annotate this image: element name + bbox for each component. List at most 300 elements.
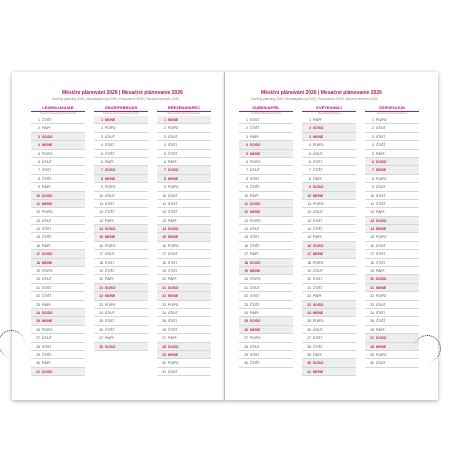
weekday-abbr: PO/PO	[168, 302, 179, 307]
weekday-abbr: ST/ST	[105, 143, 115, 148]
day-number: 1	[246, 118, 248, 122]
weekday-abbr: ST/ST	[250, 352, 260, 357]
day-row	[239, 334, 293, 342]
day-number: 26	[307, 327, 311, 332]
day-number: 20	[162, 277, 166, 282]
day-row	[239, 326, 293, 334]
day-row	[31, 141, 85, 149]
day-number: 24	[370, 310, 374, 315]
day-row	[302, 192, 356, 200]
day-row	[94, 317, 148, 325]
day-number: 1	[164, 118, 166, 122]
day-number: 2	[246, 126, 248, 131]
day-row	[157, 217, 211, 225]
day-row	[302, 175, 356, 183]
day-number: 30	[36, 361, 40, 366]
day-rows	[302, 116, 356, 376]
day-number: 1	[101, 118, 103, 122]
weekday-abbr: PO/PO	[376, 176, 387, 181]
weekday-abbr: ÚT/UT	[250, 285, 260, 290]
day-row	[94, 225, 148, 233]
weekday-abbr: NE/NE	[105, 294, 116, 299]
day-row	[239, 217, 293, 225]
day-row	[302, 124, 356, 132]
month-subtitle: April/April/Kwiecień/Április	[251, 112, 281, 115]
weekday-abbr: PÁ/PI	[105, 218, 114, 223]
day-row	[302, 267, 356, 275]
weekday-abbr: ÚT/UT	[168, 310, 178, 315]
day-number: 21	[36, 285, 40, 290]
weekday-abbr: PO/PO	[313, 260, 324, 265]
weekday-abbr: NE/NE	[42, 201, 53, 206]
day-row	[302, 250, 356, 258]
day-number: 5	[372, 151, 374, 156]
day-row	[239, 317, 293, 325]
weekday-abbr: PÁ/PI	[313, 235, 322, 240]
weekday-abbr: ČT/ŠT	[168, 210, 178, 215]
day-row	[302, 133, 356, 141]
day-row	[31, 175, 85, 183]
day-number: 27	[99, 336, 103, 341]
day-row	[94, 233, 148, 241]
day-row	[302, 183, 356, 191]
weekday-abbr: ST/ST	[376, 252, 386, 257]
day-number: 16	[307, 243, 311, 248]
day-row	[239, 250, 293, 258]
weekday-abbr: PO/PO	[42, 269, 53, 274]
weekday-abbr: PO/PO	[250, 277, 261, 282]
day-number: 27	[244, 336, 248, 341]
day-row	[365, 225, 419, 233]
day-row	[31, 242, 85, 250]
day-number: 22	[370, 294, 374, 299]
day-number: 6	[246, 159, 248, 164]
day-number: 21	[244, 285, 248, 290]
weekday-abbr: NE/NE	[42, 319, 53, 324]
weekday-abbr: NE/NE	[168, 294, 179, 299]
day-number: 11	[307, 201, 311, 206]
day-number: 22	[99, 294, 103, 299]
day-row	[365, 133, 419, 141]
day-row	[302, 158, 356, 166]
day-row	[302, 116, 356, 124]
weekday-abbr: ST/ST	[168, 143, 178, 148]
day-row	[302, 284, 356, 292]
day-number: 28	[36, 344, 40, 349]
day-number: 4	[164, 143, 166, 148]
day-number: 11	[36, 201, 40, 206]
day-number: 1	[38, 118, 40, 122]
day-row	[94, 200, 148, 208]
weekday-abbr: ČT/ŠT	[250, 243, 260, 248]
day-number: 29	[370, 352, 374, 357]
day-number: 3	[309, 134, 311, 139]
weekday-abbr: PO/PO	[376, 118, 387, 122]
day-number: 19	[370, 269, 374, 274]
day-row	[239, 166, 293, 174]
weekday-abbr: SO/SO	[376, 159, 387, 164]
day-row	[94, 116, 148, 124]
day-row	[31, 317, 85, 325]
day-row	[31, 158, 85, 166]
weekday-abbr: ST/ST	[250, 176, 260, 181]
weekday-abbr: SO/SO	[42, 193, 53, 198]
day-row	[31, 166, 85, 174]
day-number: 12	[244, 210, 248, 215]
weekday-abbr: PO/PO	[376, 352, 387, 357]
day-row	[239, 124, 293, 132]
day-row	[302, 317, 356, 325]
weekday-abbr: SO/SO	[105, 285, 116, 290]
day-number: 10	[99, 193, 103, 198]
day-number: 20	[307, 277, 311, 282]
weekday-abbr: NE/NE	[250, 269, 261, 274]
day-row	[365, 326, 419, 334]
day-row	[239, 208, 293, 216]
weekday-abbr: PO/PO	[105, 243, 116, 248]
weekday-abbr: ÚT/UT	[42, 277, 52, 282]
day-rows	[365, 116, 419, 368]
day-number: 11	[99, 201, 103, 206]
day-row	[302, 217, 356, 225]
day-number: 30	[162, 361, 166, 366]
day-number: 13	[36, 218, 40, 223]
day-number: 23	[36, 302, 40, 307]
weekday-abbr: PO/PO	[250, 159, 261, 164]
day-row	[157, 183, 211, 191]
day-number: 4	[372, 143, 374, 148]
day-number: 5	[309, 151, 311, 156]
weekday-abbr: ÚT/UT	[376, 361, 386, 366]
day-row	[302, 233, 356, 241]
day-row	[157, 250, 211, 258]
weekday-abbr: ÚT/UT	[42, 336, 52, 341]
day-number: 13	[307, 218, 311, 223]
day-number: 6	[38, 159, 40, 164]
weekday-abbr: NE/NE	[313, 252, 324, 257]
day-row	[239, 158, 293, 166]
month-name: ÚNOR/FEBRUÁR	[94, 105, 148, 112]
day-row	[239, 192, 293, 200]
day-number: 19	[36, 269, 40, 274]
day-number: 22	[244, 294, 248, 299]
day-number: 27	[370, 336, 374, 341]
weekday-abbr: ST/ST	[42, 227, 52, 232]
weekday-abbr: ČT/ŠT	[105, 269, 115, 274]
weekday-abbr: ST/ST	[168, 260, 178, 265]
day-number: 8	[246, 176, 248, 181]
day-row	[239, 284, 293, 292]
day-number: 15	[99, 235, 103, 240]
day-row	[157, 200, 211, 208]
day-row	[94, 267, 148, 275]
day-row	[157, 317, 211, 325]
day-number: 25	[99, 319, 103, 324]
day-row	[157, 175, 211, 183]
day-row	[94, 259, 148, 267]
weekday-abbr: PO/PO	[105, 126, 116, 131]
day-number: 18	[162, 260, 166, 265]
day-row	[157, 150, 211, 158]
weekday-abbr: ČT/ŠT	[313, 227, 323, 232]
day-number: 13	[370, 218, 374, 223]
weekday-abbr: ČT/ŠT	[105, 210, 115, 215]
day-row	[31, 250, 85, 258]
weekday-abbr: SO/SO	[313, 185, 324, 190]
day-number: 9	[164, 185, 166, 190]
weekday-abbr: NE/NE	[376, 285, 387, 290]
day-number: 25	[36, 319, 40, 324]
weekday-abbr: ÚT/UT	[42, 159, 52, 164]
day-number: 12	[370, 210, 374, 215]
day-number: 14	[36, 227, 40, 232]
day-number: 8	[372, 176, 374, 181]
weekday-abbr: SO/SO	[313, 302, 324, 307]
day-row	[31, 368, 85, 376]
weekday-abbr: ST/ST	[250, 294, 260, 299]
weekday-abbr: ČT/ŠT	[168, 327, 178, 332]
day-row	[365, 259, 419, 267]
weekday-abbr: SO/SO	[313, 126, 324, 131]
day-number: 26	[244, 327, 248, 332]
day-rows	[31, 116, 85, 376]
day-row	[239, 275, 293, 283]
day-row	[365, 301, 419, 309]
weekday-abbr: PÁ/PI	[313, 118, 322, 122]
month-subtitle: January/Januar/Styczeń/Január	[39, 112, 77, 115]
day-row	[365, 343, 419, 351]
weekday-abbr: PO/PO	[313, 143, 324, 148]
weekday-abbr: SO/SO	[168, 344, 179, 349]
day-row	[31, 133, 85, 141]
day-row	[302, 343, 356, 351]
day-number: 17	[307, 252, 311, 257]
day-row	[365, 334, 419, 342]
day-number: 26	[99, 327, 103, 332]
weekday-abbr: NE/NE	[168, 352, 179, 357]
weekday-abbr: ČT/ŠT	[168, 151, 178, 156]
day-row	[157, 301, 211, 309]
day-row	[94, 284, 148, 292]
weekday-abbr: PÁ/PI	[313, 176, 322, 181]
day-number: 24	[99, 310, 103, 315]
day-row	[94, 326, 148, 334]
weekday-abbr: ČT/ŠT	[313, 168, 323, 173]
day-row	[302, 208, 356, 216]
day-row	[239, 343, 293, 351]
day-row	[365, 217, 419, 225]
weekday-abbr: PO/PO	[376, 294, 387, 299]
day-number: 23	[99, 302, 103, 307]
day-row	[302, 150, 356, 158]
day-row	[157, 334, 211, 342]
day-number: 7	[101, 168, 103, 173]
day-number: 17	[370, 252, 374, 257]
weekday-abbr: ST/ST	[42, 168, 52, 173]
day-row	[31, 208, 85, 216]
weekday-abbr: SO/SO	[42, 369, 53, 374]
weekday-abbr: ÚT/UT	[376, 185, 386, 190]
day-number: 2	[372, 126, 374, 131]
weekday-abbr: ČT/ŠT	[250, 185, 260, 190]
day-number: 24	[162, 310, 166, 315]
weekday-abbr: PÁ/PI	[42, 361, 51, 366]
day-row	[31, 124, 85, 132]
day-row	[365, 242, 419, 250]
day-number: 8	[38, 176, 40, 181]
day-row	[365, 141, 419, 149]
day-row	[31, 183, 85, 191]
month-name: DUBEN/APRÍL	[239, 105, 293, 112]
day-row	[31, 284, 85, 292]
day-row	[365, 359, 419, 367]
day-number: 9	[372, 185, 374, 190]
weekday-abbr: ČT/ŠT	[250, 302, 260, 307]
weekday-abbr: ČT/ŠT	[376, 143, 386, 148]
day-number: 15	[307, 235, 311, 240]
day-row	[365, 317, 419, 325]
weekday-abbr: ČT/ŠT	[105, 151, 115, 156]
day-number: 26	[370, 327, 374, 332]
day-row	[31, 150, 85, 158]
day-row	[31, 334, 85, 342]
weekday-abbr: SO/SO	[42, 252, 53, 257]
day-number: 3	[372, 134, 374, 139]
day-row	[31, 225, 85, 233]
weekday-abbr: ST/ST	[105, 201, 115, 206]
weekday-abbr: ST/ST	[313, 277, 323, 282]
weekday-abbr: ÚT/UT	[376, 302, 386, 307]
day-row	[157, 267, 211, 275]
day-number: 10	[244, 193, 248, 198]
weekday-abbr: ÚT/UT	[105, 193, 115, 198]
day-number: 16	[370, 243, 374, 248]
day-number: 20	[99, 277, 103, 282]
day-row	[31, 233, 85, 241]
day-number: 4	[246, 143, 248, 148]
day-number: 11	[370, 201, 374, 206]
weekday-abbr: ÚT/UT	[105, 310, 115, 315]
weekday-abbr: ÚT/UT	[313, 210, 323, 215]
day-number: 12	[162, 210, 166, 215]
weekday-abbr: ÚT/UT	[105, 252, 115, 257]
day-row	[365, 192, 419, 200]
day-row	[365, 124, 419, 132]
month-column	[302, 105, 356, 390]
day-row	[302, 334, 356, 342]
day-number: 18	[370, 260, 374, 265]
weekday-abbr: PO/PO	[168, 243, 179, 248]
page-subtitle: Monthly planning 2026 | Monatsplanung 2026 | Planowanie 2026 | Havonta tervezés 2026	[52, 97, 179, 101]
day-number: 23	[244, 302, 248, 307]
day-row	[94, 150, 148, 158]
day-row	[94, 250, 148, 258]
weekday-abbr: ÚT/UT	[313, 151, 323, 156]
weekday-abbr: PÁ/PI	[168, 336, 177, 341]
weekday-abbr: ST/ST	[313, 159, 323, 164]
day-row	[239, 183, 293, 191]
day-number: 14	[307, 227, 311, 232]
month-name: KVĚTEN/MÁJ	[302, 105, 356, 112]
day-number: 23	[162, 302, 166, 307]
weekday-abbr: ČT/ŠT	[42, 294, 52, 299]
day-number: 1	[372, 118, 374, 122]
day-row	[157, 166, 211, 174]
day-row	[365, 208, 419, 216]
weekday-abbr: PÁ/PI	[168, 277, 177, 282]
day-number: 12	[36, 210, 40, 215]
weekday-abbr: NE/NE	[168, 118, 179, 122]
day-number: 18	[36, 260, 40, 265]
day-row	[302, 242, 356, 250]
day-row	[94, 192, 148, 200]
day-row	[239, 116, 293, 124]
day-number: 28	[370, 344, 374, 349]
day-number: 2	[164, 126, 166, 131]
day-row	[302, 368, 356, 376]
day-number: 7	[372, 168, 374, 173]
day-number: 4	[101, 143, 103, 148]
weekday-abbr: ÚT/UT	[168, 134, 178, 139]
weekday-abbr: SO/SO	[105, 227, 116, 232]
day-number: 6	[101, 159, 103, 164]
day-number: 13	[244, 218, 248, 223]
day-row	[365, 250, 419, 258]
weekday-abbr: NE/NE	[105, 235, 116, 240]
day-row	[31, 343, 85, 351]
weekday-abbr: PO/PO	[313, 319, 324, 324]
day-row	[239, 242, 293, 250]
weekday-abbr: ST/ST	[250, 118, 260, 122]
weekday-abbr: PÁ/PI	[42, 243, 51, 248]
day-number: 12	[99, 210, 103, 215]
weekday-abbr: ČT/ŠT	[42, 118, 52, 122]
weekday-abbr: ST/ST	[168, 319, 178, 324]
day-number: 10	[307, 193, 311, 198]
weekday-abbr: SO/SO	[42, 310, 53, 315]
left-page	[12, 72, 225, 400]
weekday-abbr: PO/PO	[168, 361, 179, 366]
planner-spread	[0, 72, 450, 400]
weekday-abbr: ČT/ŠT	[376, 319, 386, 324]
day-number: 23	[370, 302, 374, 307]
day-number: 4	[38, 143, 40, 148]
weekday-abbr: SO/SO	[250, 319, 261, 324]
weekday-abbr: PO/PO	[313, 201, 324, 206]
day-number: 21	[370, 285, 374, 290]
weekday-abbr: ST/ST	[376, 193, 386, 198]
day-number: 22	[162, 294, 166, 299]
day-row	[157, 133, 211, 141]
weekday-abbr: ST/ST	[105, 260, 115, 265]
day-number: 25	[307, 319, 311, 324]
day-number: 17	[244, 252, 248, 257]
day-row	[239, 150, 293, 158]
day-row	[365, 183, 419, 191]
day-number: 28	[307, 344, 311, 349]
day-number: 21	[307, 285, 311, 290]
day-number: 3	[164, 134, 166, 139]
day-number: 13	[162, 218, 166, 223]
day-number: 16	[244, 243, 248, 248]
day-row	[157, 343, 211, 351]
weekday-abbr: PO/PO	[105, 302, 116, 307]
day-number: 2	[101, 126, 103, 131]
day-number: 30	[307, 361, 311, 366]
day-number: 7	[246, 168, 248, 173]
day-row	[365, 309, 419, 317]
day-row	[94, 166, 148, 174]
